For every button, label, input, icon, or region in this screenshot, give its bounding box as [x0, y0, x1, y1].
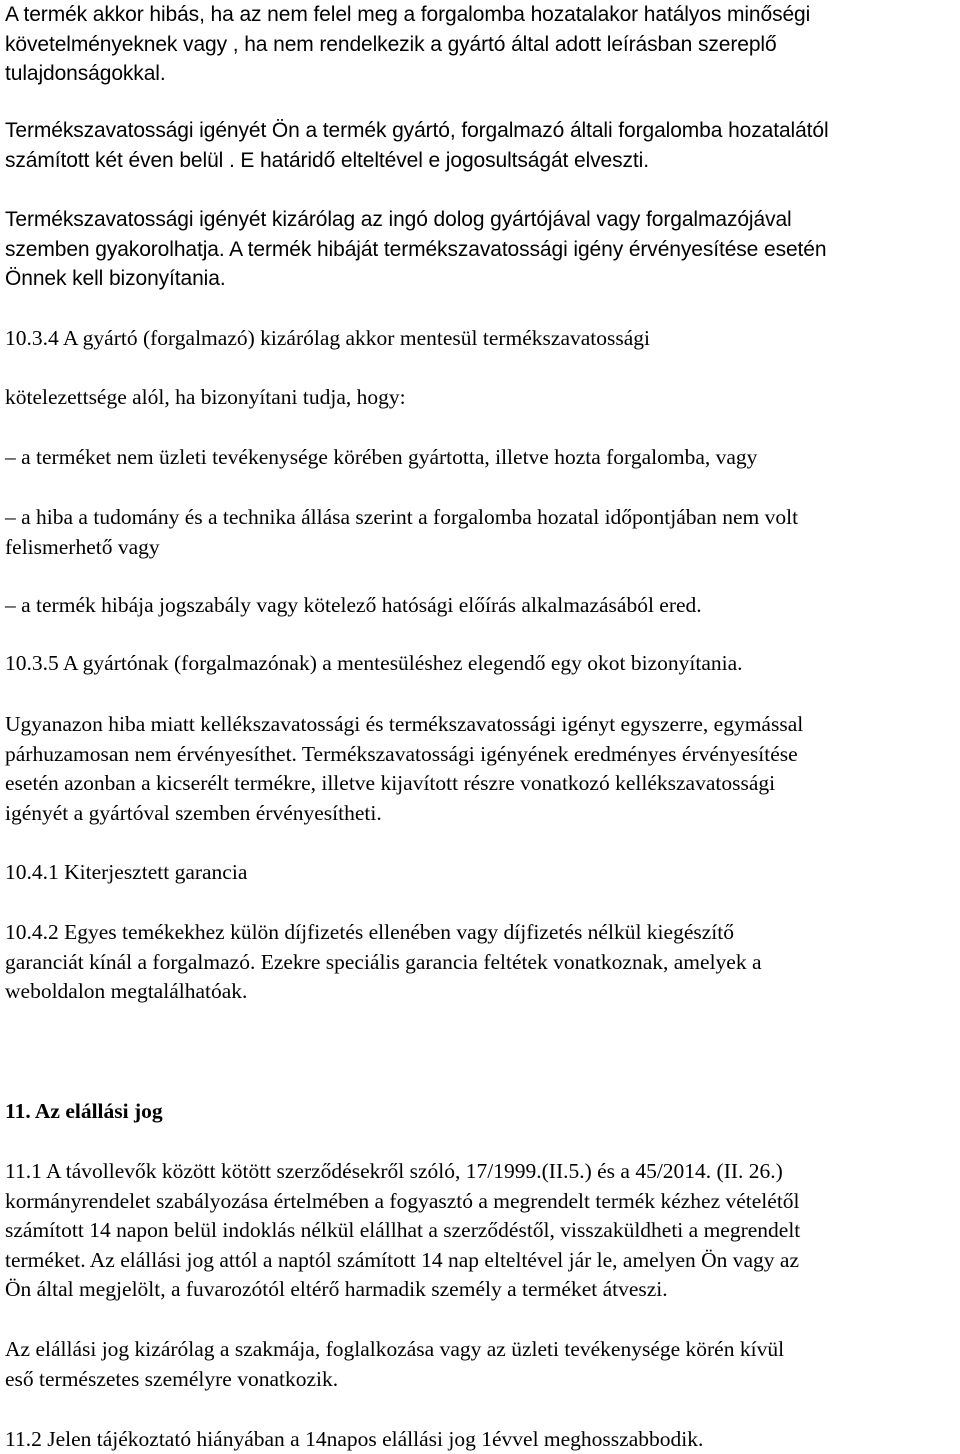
text-line: Az elállási jog kizárólag a szakmája, foglalkozása vagy az üzleti tevékenysége körén kívül — [5, 1337, 785, 1361]
text-line: weboldalon megtalálhatóak. — [5, 979, 248, 1003]
section-heading: 11. Az elállási jog — [5, 1099, 163, 1123]
text-line: eső természetes személyre vonatkozik. — [5, 1366, 339, 1391]
text-line: – a terméket nem üzleti tevékenysége körében gyártotta, illetve hozta forgalomba, vagy — [5, 445, 758, 469]
text-line: igényét a gyártóval szemben érvényesítheti. — [5, 800, 382, 825]
text-line: szemben gyakorolhatja. A termék hibáját termékszavatossági igény érvényesítése esetén — [5, 237, 827, 261]
text-line: 10.3.5 A gyártónak (forgalmazónak) a mentesüléshez elegendő egy okot bizonyítania. — [5, 651, 743, 675]
text-line: 11.2 Jelen tájékoztató hiányában a 14napos elállási jog 1évvel meghosszabbodik. — [5, 1427, 704, 1451]
text-line: Önnek kell bizonyítania. — [5, 267, 226, 290]
text-line: számított 14 napon belül indoklás nélkül elállhat a szerződéstől, visszaküldheti a megrendelt — [5, 1218, 801, 1242]
text-line: tulajdonságokkal. — [5, 62, 166, 85]
text-line: felismerhető vagy — [5, 534, 160, 559]
text-line: Termékszavatossági igényét Ön a termék gyártó, forgalmazó általi forgalomba hozatalától — [5, 119, 829, 142]
text-line: 10.4.1 Kiterjesztett garancia — [5, 860, 248, 884]
text-line: párhuzamosan nem érvényesíthet. Termékszavatossági igényének eredményes érvényesítése — [5, 741, 798, 766]
text-line: kötelezettsége alól, ha bizonyítani tudja, hogy: — [5, 385, 406, 409]
text-line: követelményeknek vagy , ha nem rendelkezik a gyártó által adott leírásban szereplő — [5, 32, 777, 56]
text-line: 10.3.4 A gyártó (forgalmazó) kizárólag akkor mentesül termékszavatossági — [5, 326, 650, 350]
text-line: – a hiba a tudomány és a technika állása szerint a forgalomba hozatal időpontjában nem volt — [5, 505, 799, 529]
text-line: garanciát kínál a forgalmazó. Ezekre speciális garancia feltétek vonatkoznak, amelyek a — [5, 949, 762, 974]
text-line: terméket. Az elállási jog attól a naptól számított 14 nap elteltével jár le, amelyen Ön vagy az — [5, 1247, 800, 1272]
text-line: számított két éven belül . E határidő elteltével e jogosultságát elveszti. — [5, 148, 649, 172]
text-line: esetén azonban a kicserélt termékre, illetve kijavított részre vonatkozó kellékszavatossági — [5, 771, 776, 795]
text-line: A termék akkor hibás, ha az nem felel meg a forgalomba hozatalakor hatályos minőségi — [5, 3, 811, 26]
text-line: Termékszavatossági igényét kizárólag az ingó dolog gyártójával vagy forgalmazójával — [5, 208, 792, 231]
text-line: 11.1 A távollevők között kötött szerződésekről szóló, 17/1999.(II.5.) és a 45/2014. (II. 26.) — [5, 1159, 783, 1183]
text-line: 10.4.2 Egyes temékekhez külön díjfizetés ellenében vagy díjfizetés nélkül kiegészítő — [5, 920, 734, 944]
text-line: kormányrendelet szabályozása értelmében a fogyasztó a megrendelt termék kézhez vételétől — [5, 1188, 800, 1213]
text-line: Ugyanazon hiba miatt kellékszavatossági és termékszavatossági igényt egyszerre, egymással — [5, 712, 804, 736]
text-line: Ön által megjelölt, a fuvarozótól eltérő harmadik személy a terméket átveszi. — [5, 1277, 668, 1301]
text-line: – a termék hibája jogszabály vagy kötelező hatósági előírás alkalmazásából ered. — [5, 593, 702, 617]
